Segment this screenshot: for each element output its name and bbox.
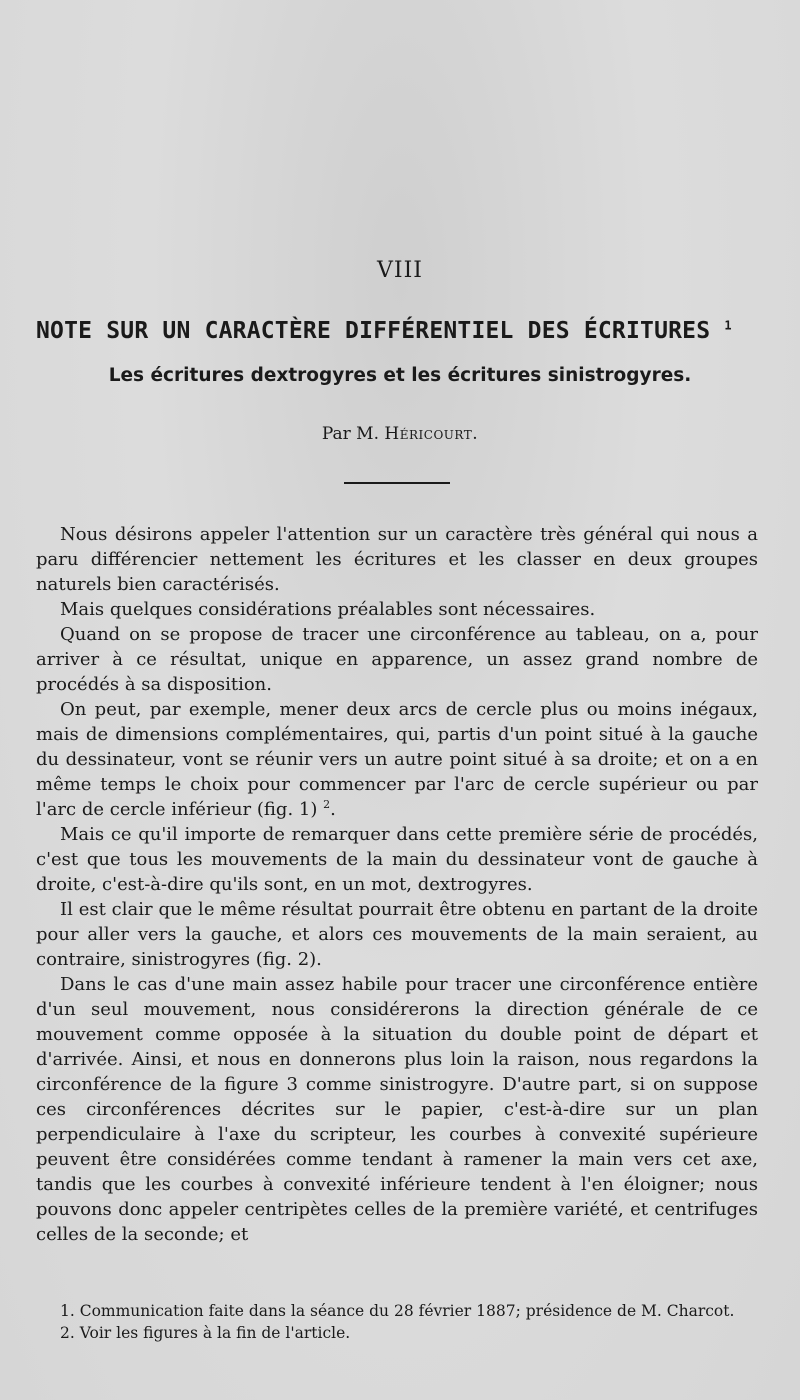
paragraph-tail: . — [330, 799, 336, 820]
paragraph — [36, 697, 758, 822]
separator-rule — [344, 482, 450, 484]
paragraph: Dans le cas d'une main assez habile pour tracer une circonférence entière d'un seul mouvement, nous considérerons la direction générale de ce mouvement comme opposée à la situation du double point de départ et d'arrivée. Ainsi, et nous en donnerons plus loin la raison, nous regardons la circonférence de la figure 3 comme sinistrogyre. D'autre part, si on suppose ces circonférences décrites sur le papier, c'est-à-dire sur un plan perpendiculaire à l'axe du scripteur, les courbes à convexité supérieure peuvent être considérées comme tendant à ramener la main vers cet axe, tandis que les courbes à convexité inférieure tendent à l'en éloigner; nous pouvons donc appeler centripètes celles de la première variété, et centrifuges celles de la seconde; et — [36, 974, 758, 1245]
paragraph: Nous désirons appeler l'attention sur un caractère très général qui nous a paru différencier nettement les écritures et les classer en deux groupes naturels bien caractérisés. — [36, 524, 758, 595]
footnotes — [36, 1300, 758, 1344]
paragraph: Mais quelques considérations préalables sont nécessaires. — [60, 599, 596, 620]
paragraph: Mais ce qu'il importe de remarquer dans cette première série de procédés, c'est que tous les mouvements de la main du dessinateur vont de gauche à droite, c'est-à-dire qu'ils sont, en un mot, dextrogyres. — [36, 824, 758, 895]
title-footnote-marker: 1 — [724, 318, 732, 333]
author-name: Héricourt. — [384, 424, 479, 444]
author-line — [0, 424, 800, 444]
footnote-marker: 2 — [323, 798, 331, 811]
footnote: 2. Voir les figures à la fin de l'article. — [60, 1324, 351, 1342]
paragraph: Quand on se propose de tracer une circonférence au tableau, on a, pour arriver à ce résultat, unique en apparence, un assez grand nombre de procédés à sa disposition. — [36, 624, 758, 695]
paragraph-text: On peut, par exemple, mener deux arcs de cercle plus ou moins inégaux, mais de dimensions complémentaires, qui, partis d'un point situé à la gauche du dessinateur, vont se réunir vers un autre point situé à sa droite; et on a en même temps le choix pour commencer par l'arc de cercle supérieur ou par l'arc de cercle inférieur (fig. 1) — [36, 699, 758, 820]
article-subtitle: Les écritures dextrogyres et les écritures sinistrogyres. — [108, 365, 692, 386]
article-title-text: NOTE SUR UN CARACTÈRE DIFFÉRENTIEL DES ÉCRITURES — [36, 318, 711, 344]
article-title — [36, 318, 776, 344]
body-text — [36, 522, 758, 1247]
paragraph: Il est clair que le même résultat pourrait être obtenu en partant de la droite pour aller vers la gauche, et alors ces mouvements de la main seraient, au contraire, sinistrogyres (fig. 2). — [36, 899, 758, 970]
author-prefix: Par M. — [321, 424, 379, 444]
chapter-number: VIII — [377, 258, 423, 283]
footnote: 1. Communication faite dans la séance du 28 février 1887; présidence de M. Charcot. — [60, 1302, 735, 1320]
